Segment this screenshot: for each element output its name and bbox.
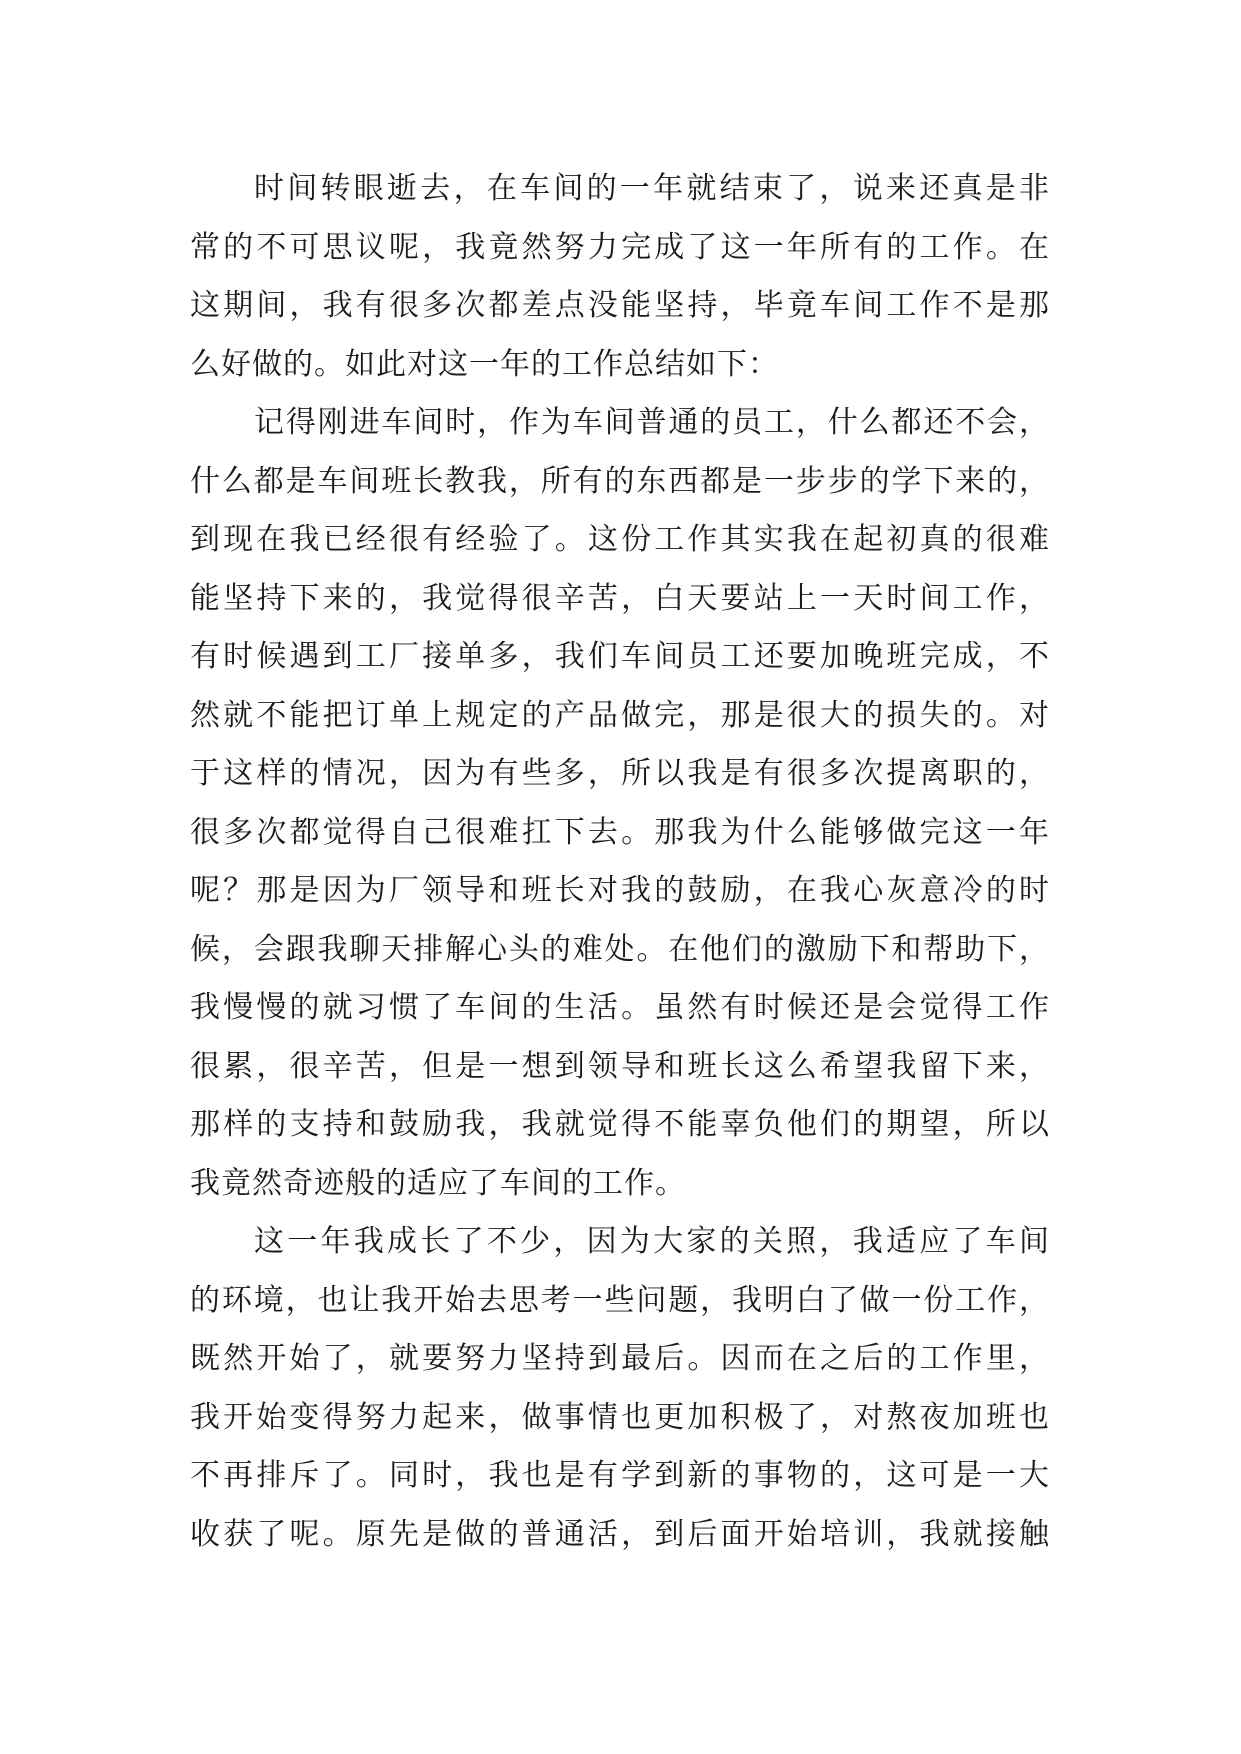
paragraph-2-line-6: 然就不能把订单上规定的产品做完，那是很大的损失的。对	[190, 697, 1050, 733]
paragraph-2-line-11: 我慢慢的就习惯了车间的生活。虽然有时候还是会觉得工作	[190, 990, 1050, 1025]
paragraph-2-line-9: 呢？那是因为厂领导和班长对我的鼓励，在我心灰意冷的时	[190, 873, 1050, 908]
paragraph-2-line-12: 很累，很辛苦，但是一想到领导和班长这么希望我留下来，	[190, 1048, 1050, 1084]
paragraph-3-line-1: 这一年我成长了不少，因为大家的关照，我适应了车间	[254, 1224, 1050, 1259]
paragraph-1-line-1: 时间转眼逝去，在车间的一年就结束了，说来还真是非	[254, 171, 1050, 206]
paragraph-2-line-2: 什么都是车间班长教我，所有的东西都是一步步的学下来的，	[190, 463, 1050, 499]
paragraph-2-line-8: 很多次都觉得自己很难扛下去。那我为什么能够做完这一年	[190, 814, 1050, 850]
paragraph-2-line-5: 有时候遇到工厂接单多，我们车间员工还要加晚班完成，不	[190, 639, 1050, 674]
paragraph-2-line-1: 记得刚进车间时，作为车间普通的员工，什么都还不会，	[254, 405, 1050, 440]
paragraph-1-line-4: 么好做的。如此对这一年的工作总结如下：	[190, 346, 779, 382]
paragraph-3-line-3: 既然开始了，就要努力坚持到最后。因而在之后的工作里，	[190, 1341, 1050, 1376]
document-body	[190, 160, 1050, 1564]
paragraph-2-line-3: 到现在我已经很有经验了。这份工作其实我在起初真的很难	[190, 522, 1050, 557]
paragraph-1-line-2: 常的不可思议呢，我竟然努力完成了这一年所有的工作。在	[190, 229, 1050, 265]
paragraph-2-line-14: 我竟然奇迹般的适应了车间的工作。	[190, 1165, 686, 1201]
paragraph-2-line-4: 能坚持下来的，我觉得很辛苦，白天要站上一天时间工作，	[190, 580, 1050, 616]
paragraph-2-line-7: 于这样的情况，因为有些多，所以我是有很多次提离职的，	[190, 756, 1050, 791]
paragraph-3-line-4: 我开始变得努力起来，做事情也更加积极了，对熬夜加班也	[190, 1399, 1050, 1435]
paragraph-2-line-13: 那样的支持和鼓励我，我就觉得不能辜负他们的期望，所以	[190, 1107, 1050, 1142]
paragraph-3-line-5: 不再排斥了。同时，我也是有学到新的事物的，这可是一大	[190, 1458, 1050, 1493]
paragraph-2-line-10: 候，会跟我聊天排解心头的难处。在他们的激励下和帮助下，	[190, 931, 1050, 967]
paragraph-3-line-6: 收获了呢。原先是做的普通活，到后面开始培训，我就接触	[190, 1516, 1050, 1552]
paragraph-3-line-2: 的环境，也让我开始去思考一些问题，我明白了做一份工作，	[190, 1282, 1050, 1318]
paragraph-1-line-3: 这期间，我有很多次都差点没能坚持，毕竟车间工作不是那	[190, 288, 1050, 323]
